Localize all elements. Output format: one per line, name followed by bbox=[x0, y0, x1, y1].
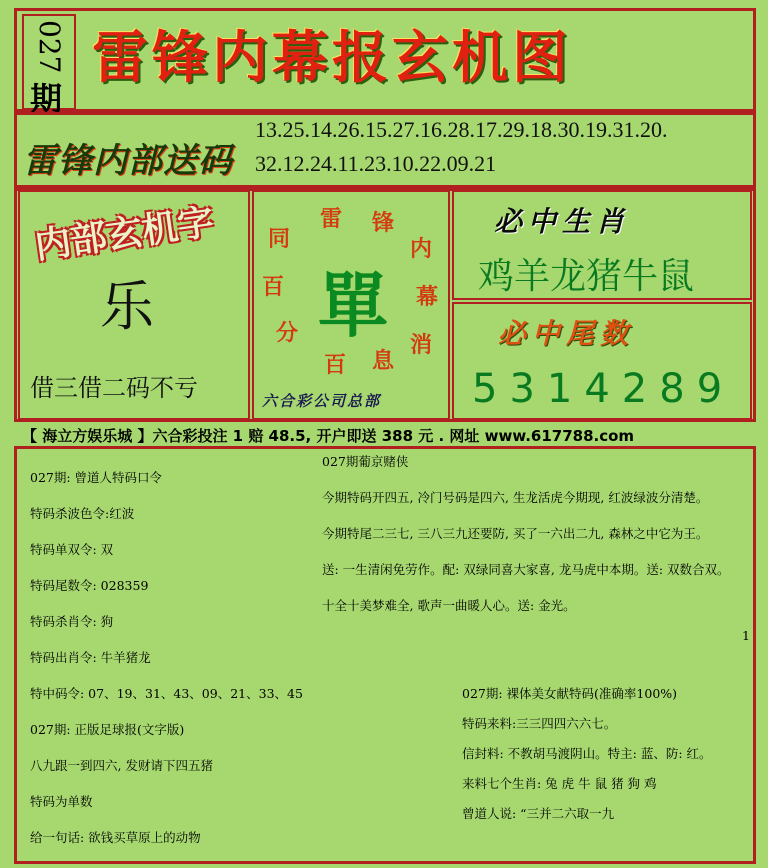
stray-mark: 1 bbox=[742, 628, 750, 643]
right-line: 027期葡京赌侠 bbox=[322, 454, 409, 469]
ring-char: 锋 bbox=[372, 210, 395, 236]
right-line: 来料七个生肖: 兔 虎 牛 鼠 猪 狗 鸡 bbox=[462, 776, 657, 791]
xuanji-hint: 借三借二码不亏 bbox=[30, 374, 198, 402]
headquarters-label: 六合彩公司总部 bbox=[262, 392, 382, 410]
right-line: 特码来料:三三四四六六七。 bbox=[462, 716, 617, 731]
inside-code-panel bbox=[14, 112, 756, 188]
xuanji-character: 乐 bbox=[100, 275, 154, 338]
issue-unit: 期 bbox=[30, 80, 63, 118]
inside-code-line-1: 13.25.14.26.15.27.16.28.17.29.18.30.19.31.20. bbox=[255, 117, 668, 142]
ring-char: 百 bbox=[324, 352, 347, 378]
tail-heading: 必中尾数 bbox=[498, 317, 635, 350]
xuanji-cell bbox=[18, 190, 250, 420]
ring-char: 消 bbox=[410, 332, 433, 358]
zodiac-value: 鸡羊龙猪牛鼠 bbox=[478, 256, 695, 297]
inside-code-label: 雷锋内部送码 bbox=[23, 141, 233, 181]
ring-char: 百 bbox=[262, 274, 285, 300]
right-line: 曾道人说: “三并二六取一九 bbox=[462, 806, 615, 821]
ring-char: 内 bbox=[410, 236, 433, 262]
page-title: 雷锋内幕报玄机图 bbox=[92, 25, 572, 91]
right-line: 今期特尾二三七, 三八三九还要防, 买了一六出二九, 森林之中它为王。 bbox=[322, 526, 709, 541]
left-line: 八九跟一到四六, 发财请下四五猪 bbox=[30, 758, 213, 773]
right-line: 送: 一生清闲免劳作。配: 双绿同喜大家喜, 龙马虎中本期。送: 双数合双。 bbox=[322, 562, 730, 577]
left-line: 特码杀肖令: 狗 bbox=[30, 614, 114, 629]
ring-char: 分 bbox=[276, 320, 299, 346]
right-line: 十全十美梦难全, 歌声一曲暖人心。送: 金光。 bbox=[322, 598, 576, 613]
left-line: 027期: 曾道人特码口令 bbox=[30, 470, 163, 485]
zodiac-heading: 必中生肖 bbox=[494, 205, 631, 238]
xuanji-heading: 内部玄机字 bbox=[32, 200, 217, 268]
left-line: 给一句话: 欲钱买草原上的动物 bbox=[30, 830, 201, 845]
ring-char: 同 bbox=[268, 226, 291, 252]
big-character: 單 bbox=[318, 264, 388, 347]
issue-number: 027 bbox=[33, 20, 66, 74]
issue-box bbox=[22, 14, 76, 118]
left-line: 特码为单数 bbox=[30, 794, 93, 809]
ring-char: 息 bbox=[372, 348, 395, 374]
ad-line: 【 海立方娱乐城 】六合彩投注 1 赔 48.5, 开户即送 388 元 . 网址 www.617788.com bbox=[22, 427, 635, 445]
zodiac-cell bbox=[452, 190, 752, 300]
inside-code-line-2: 32.12.24.11.23.10.22.09.21 bbox=[255, 151, 497, 176]
tail-value: 5314289 bbox=[472, 366, 735, 412]
tail-cell bbox=[452, 302, 752, 420]
left-line: 027期: 正版足球报(文字版) bbox=[30, 722, 185, 737]
left-line: 特中码令: 07、19、31、43、09、21、33、45 bbox=[30, 686, 303, 701]
left-line: 特码杀波色令:红波 bbox=[30, 506, 135, 521]
left-line: 特码单双令: 双 bbox=[30, 542, 114, 557]
center-cell bbox=[252, 190, 450, 420]
ring-char: 雷 bbox=[320, 206, 343, 232]
right-line: 信封料: 不教胡马渡阴山。特主: 蓝、防: 红。 bbox=[462, 746, 712, 761]
ring-char: 幕 bbox=[416, 284, 439, 310]
right-line: 027期: 裸体美女献特码(准确率100%) bbox=[462, 686, 678, 701]
left-line: 特码出肖令: 牛羊猪龙 bbox=[30, 650, 151, 665]
left-line: 特码尾数令: 028359 bbox=[30, 578, 149, 593]
right-line: 今期特码开四五, 冷门号码是四六, 生龙活虎今期现, 红波绿波分清楚。 bbox=[322, 490, 709, 505]
